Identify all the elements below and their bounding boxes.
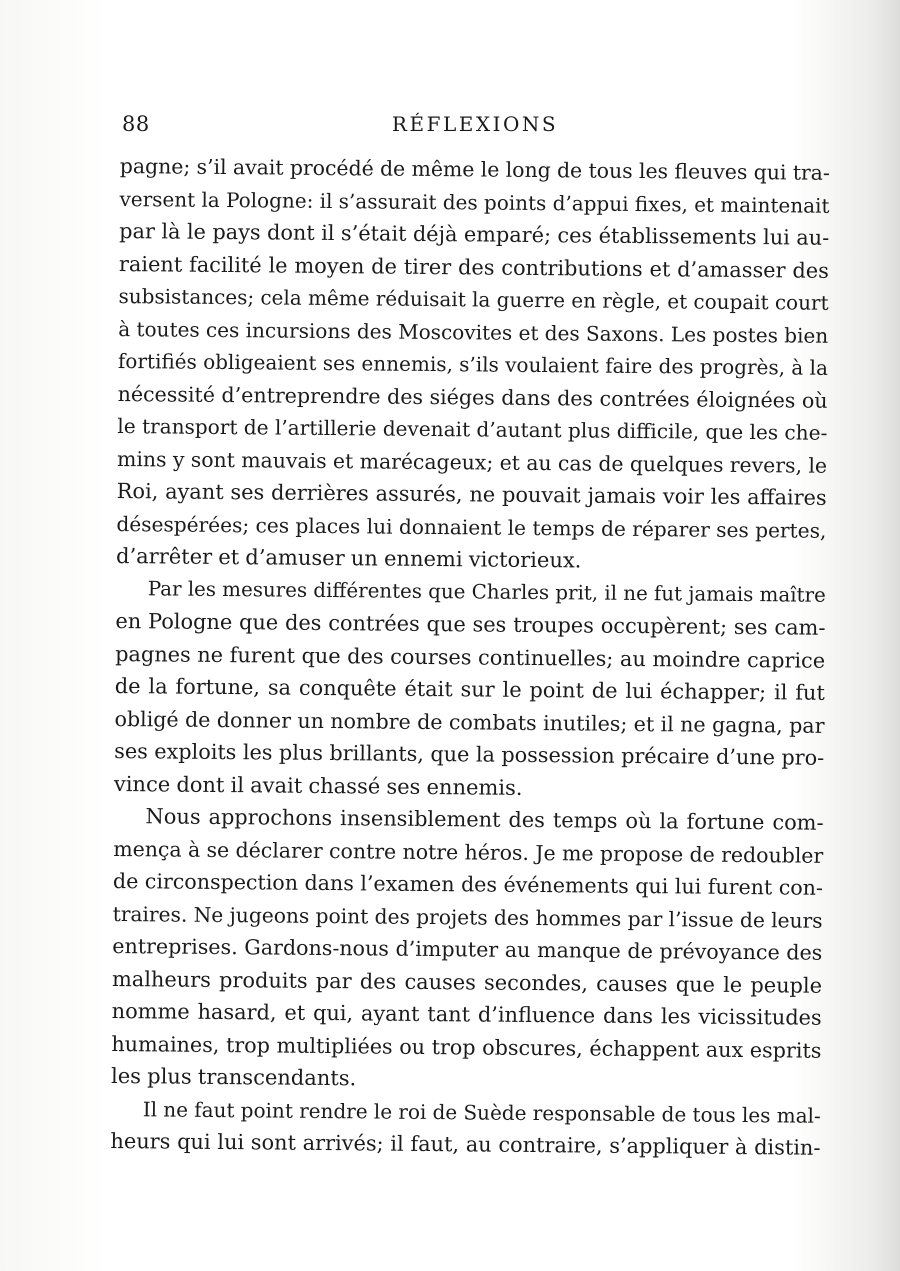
- paragraph-3: [111, 800, 824, 1099]
- running-head: [122, 112, 828, 142]
- text-line: le transport de l’artillerie devenait d’autant plus difficile, que les che-: [117, 413, 828, 445]
- text-line: mins y sont mauvais et marécageux; et au cas de quelques revers, le: [116, 446, 828, 478]
- text-line: humaines, trop multipliées ou trop obscures, échappent aux esprits: [111, 1031, 822, 1063]
- text-line: de circonspection dans l’examen des événements qui lui furent con-: [112, 868, 824, 900]
- text-line: mença à se déclarer contre notre héros. Je me propose de redoubler: [113, 836, 824, 868]
- paragraph-2: [114, 572, 826, 806]
- paragraph-4: [110, 1092, 821, 1164]
- text-line: Par les mesures différentes que Charles prit, il ne fut jamais maître: [147, 576, 826, 607]
- text-line: d’arrêter et d’amuser un ennemi victorieux.: [115, 543, 582, 573]
- paragraph-1: [116, 150, 830, 579]
- text-line: malheurs produits par des causes secondes, causes que le peuple: [111, 966, 823, 998]
- running-title: RÉFLEXIONS: [391, 112, 559, 136]
- text-line: par là le pays dont il s’était déjà emparé; ces établissements lui au-: [119, 218, 830, 250]
- text-line: en Pologne que des contrées que ses troupes occupèrent; ses cam-: [115, 608, 826, 640]
- text-line: à toutes ces incursions des Moscovites et des Saxons. Les postes bien: [118, 316, 829, 348]
- text-line: heurs qui lui sont arrivés; il faut, au contraire, s’appliquer à distin-: [110, 1128, 821, 1160]
- text-line: fortifiés obligeaient ses ennemis, s’ils voulaient faire des progrès, à la: [117, 348, 829, 380]
- text-line: pagnes ne furent que des courses continuelles; au moindre caprice: [115, 641, 826, 673]
- text-line: de la fortune, sa conquête était sur le point de lui échapper; il fut: [114, 673, 825, 705]
- text-line: Roi, ayant ses derrières assurés, ne pouvait jamais voir les affaires: [116, 478, 827, 510]
- text-line: versent la Pologne: il s’assurait des points d’appui fixes, et maintenait: [119, 186, 830, 218]
- text-line: Nous approchons insensiblement des temps où la fortune com-: [145, 804, 824, 835]
- text-line: nomme hasard, et qui, ayant tant d’influence dans les vicissitudes: [111, 998, 822, 1030]
- text-line: vince dont il avait chassé ses ennemis.: [113, 771, 523, 800]
- text-line: entreprises. Gardons-nous d’imputer au manque de prévoyance des: [112, 933, 823, 965]
- text-line: ses exploits les plus brillants, que la possession précaire d’une pro-: [114, 738, 825, 770]
- page-number: 88: [122, 112, 150, 136]
- text-line: désespérées; ces places lui donnaient le temps de réparer ses pertes,: [116, 511, 827, 543]
- text-line: les plus transcendants.: [110, 1063, 357, 1091]
- text-line: raient facilité le moyen de tirer des contributions et d’amasser des: [118, 251, 829, 283]
- text-line: pagne; s’il avait procédé de même le long de tous les fleuves qui tra-: [119, 153, 830, 185]
- text-line: obligé de donner un nombre de combats inutiles; et il ne gagna, par: [114, 706, 825, 738]
- text-line: subsistances; cela même réduisait la guerre en règle, et coupait court: [118, 283, 829, 315]
- body-text: [110, 150, 830, 1164]
- text-line: Il ne faut point rendre le roi de Suède responsable de tous les mal-: [142, 1096, 821, 1128]
- text-line: nécessité d’entreprendre des siéges dans des contrées éloignées où: [117, 381, 828, 413]
- text-line: traires. Ne jugeons point des projets des hommes par l’issue de leurs: [112, 901, 823, 933]
